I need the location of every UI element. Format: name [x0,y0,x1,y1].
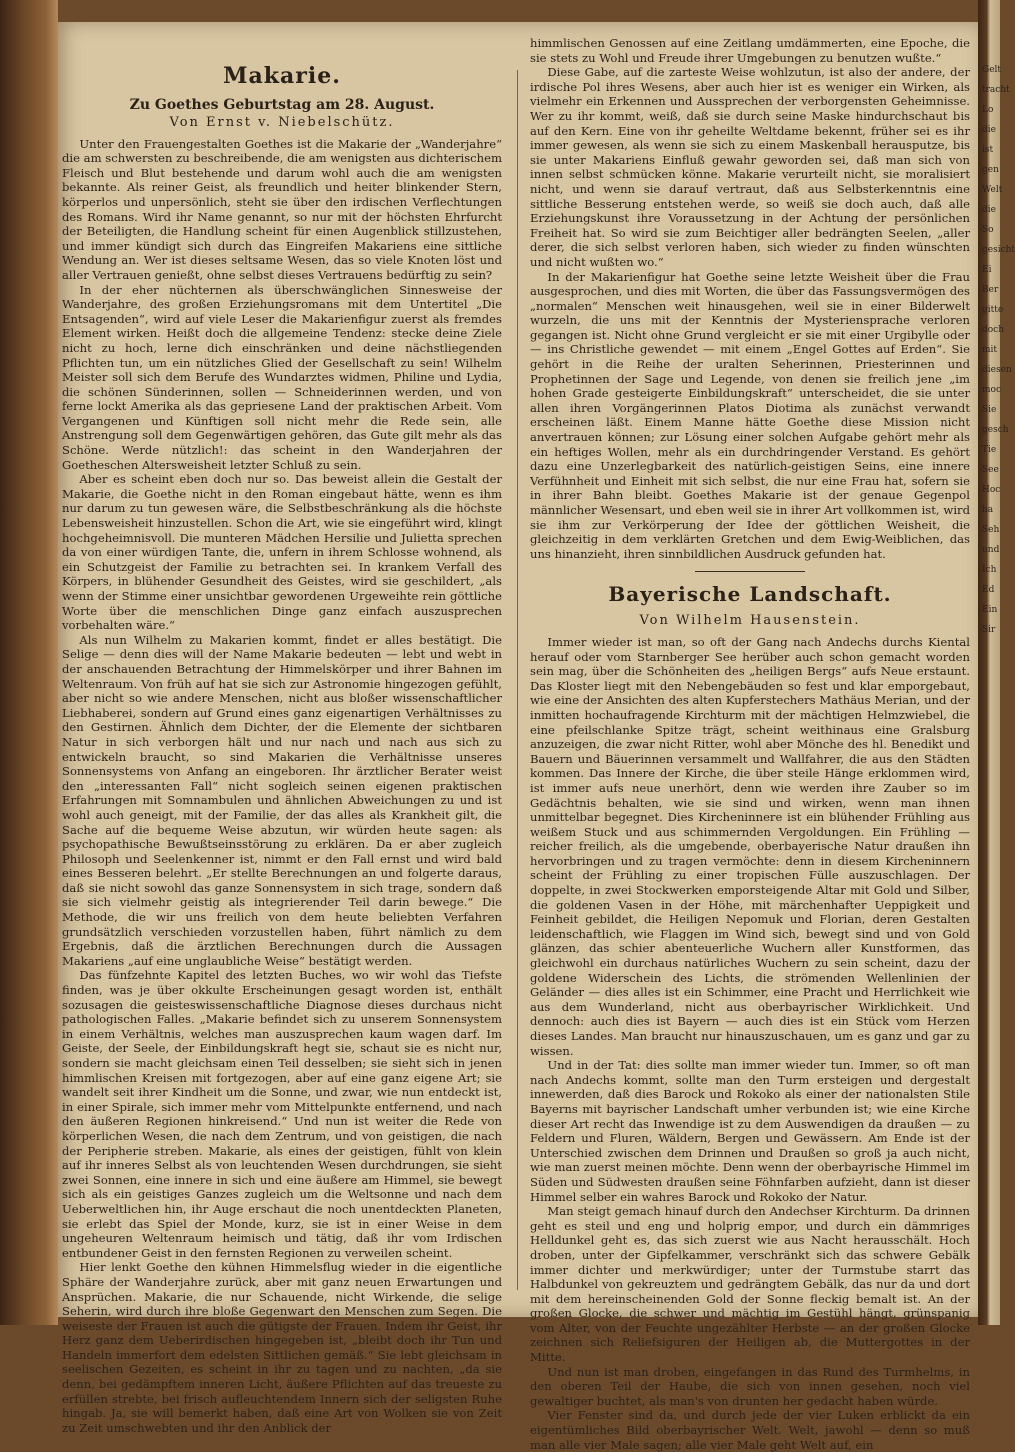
paragraph: Immer wieder ist man, so oft der Gang nach Andechs durchs Kiental herauf oder vom Starnberger See herüber auch schon gemacht worden sein mag, über die Schönheiten des „heiligen Bergs“ aufs Neue erstaunt. Das Kloster liegt mit den Nebengebäuden so fest und klar emporgebaut, wie eine der Ansichten des alten Kupferstechers Mathäus Merian, und der inmitten hochaufragende Kirchturm mit der mächtigen Helmzwiebel, die eine pfeilschlanke Spitze trägt, scheint weithinaus eine Gralsburg anzuzeigen, die zwar nicht Ritter, wohl aber Mönche des hl. Benedikt und Bauern und Bäuerinnen versammelt und Wallfahrer, die aus den Städten kommen. Das Innere der Kirche, die über steile Hänge erklommen wird, ist immer aufs neue unerhört, denn wie werden ihre Zauber so im Gedächtnis behalten, wie sie sind und wirken, wenn man ihnen unmittelbar begegnet. Dies Kircheninnere ist ein blühender Frühling aus weißem Stuck und aus schimmernden Vergoldungen. Ein Frühling — reicher freilich, als die umgebende, oberbayerische Natur draußen ihn hervorbringen und zu tragen vermöchte: denn in diesem Kircheninnern scheint der Frühling zu einer tropischen Fülle auszuschlagen. Der doppelte, in zwei Stockwerken emporsteigende Altar mit Gold und Silber, die goldenen Vasen in der Höhe, mit märchenhafter Ueppigkeit und Feinheit gebildet, die Heiligen Nepomuk und Florian, deren Gestalten leidenschaftlich, wie Flaggen im Wind sich, bewegt sind und von Gold glänzen, das schier abenteuerliche Wuchern aller Kunstformen, das gleichwohl ein durchaus natürliches Wuchern zu sein scheint, dazu der goldene Widerschein des Lichts, die strömenden Wellenlinien der Geländer — dies alles ist ein Schimmer, eine Pracht und Herrlichkeit wie aus dem Wunderland, nicht aus oberbayrischer Wirklichkeit. Und dennoch: auch dies ist Bayern — auch dies ist ein Stück vom Herzen dieses Landes. Man braucht nur hinauszuschauen, um es ganz und gar zu wissen. [530,634,970,1058]
column-rule [517,70,518,1290]
paragraph: Hier lenkt Goethe den kühnen Himmelsflug wieder in die eigentliche Sphäre der Wanderjahre zurück, aber mit ganz neuen Erwartungen und Ansprüchen. Makarie, die nur Schauende, nicht Wirkende, die selige Seherin, wird durch ihre bloße Gegenwart den Menschen zum Segen. Die weiseste der Frauen ist auch die gütigste der Frauen. Indem ihr Geist, ihr Herz ganz dem Ueberirdischen hingegeben ist, „bleibt doch ihr Tun und Handeln immerfort dem edelsten Sittlichen gemäß.“ Sie lebt gleichsam in seelischen Gezeiten, es scheint in ihr zu tagen und zu nachten, „da sie denn, bei gedämpftem inneren Licht, äußere Pflichten auf das treueste zu erfüllen strebte, bei frisch aufleuchtendem Innern sich der seligsten Ruhe hingab. Ja, sie will bemerkt haben, daß eine Art von Wolken sie von Zeit zu Zeit umschwebten und ihr den Anblick der [62,1260,502,1435]
next-page-fragment: Ber [982,285,999,295]
next-page-fragment: ha [982,505,994,515]
next-page-fragment: Tie [982,445,997,455]
paragraph: Diese Gabe, auf die zarteste Weise wohlzutun, ist also der andere, der irdische Pol ihres Wesens, aber auch hier ist es weniger ein Wirken, als vielmehr ein Erkennen und Aussprechen der verborgensten Geheimnisse. Wer zu ihr kommt, weiß, daß sie durch seine Maske hindurchschaut bis auf den Kern. Eine von ihr geheilte Weltdame bekennt, früher sei es ihr immer gewesen, als wenn sie sich zu einem Maskenball herausputze, bis sie unter Makariens Einfluß gewahr geworden sei, daß man sich von innen selbst schmücken könne. Makarie verurteilt nicht, sie moralisiert nicht, und wenn sie darauf vertraut, daß aus Selbsterkenntnis eine sittliche Besserung entstehen werde, so weiß sie doch auch, daß alle Erziehungskunst ihre Voraussetzung in der Achtung der persönlichen Freiheit hat. So wird sie zum Beichtiger aller bedrängten Seelen, „aller derer, die sich selbst verloren haben, sich wieder zu finden wünschten und nicht wußten wo.“ [530,65,970,269]
paragraph: Das fünfzehnte Kapitel des letzten Buches, wo wir wohl das Tiefste finden, was je über okkulte Erscheinungen gesagt worden ist, enthält sozusagen die geisteswissenschaftliche Diagnose dieses durchaus nicht pathologischen Falles. „Makarie befindet sich zu unserem Sonnensystem in einem Verhältnis, welches man auszusprechen kaum wagen darf. Im Geiste, der Seele, der Einbildungskraft hegt sie, schaut sie es nicht nur, sondern sie macht gleichsam einen Teil desselben; sie sieht sich in jenen himmlischen Kreisen mit fortgezogen, aber auf eine ganz eigene Art; sie wandelt seit ihrer Kindheit um die Sonne, und zwar, wie nun entdeckt ist, in einer Spirale, sich immer mehr vom Mittelpunkte entfernend, und nach den äußeren Regionen hinkreisend.“ Und nun ist weiter die Rede von körperlichen Wesen, die nach dem Zentrum, und von geistigen, die nach der Peripherie streben. Makarie, als eines der geistigen, fühlt von klein auf ihr inneres Selbst als von leuchtenden Wesen durchdrungen, sie sieht zwei Sonnen, eine innere in sich und eine äußere am Himmel, sie bewegt sich als ein geistiges Ganzes zugleich um die Weltsonne und nach dem Ueberweltlichen hin, ihr Auge erschaut die noch unentdeckten Planeten, sie erlebt das Spiel der Monde, kurz, sie ist in einer Weise in dem ungeheuren Weltenraum heimisch und tätig, daß ihr vom Irdischen entbundener Geist in den fernsten Regionen zu verweilen scheint. [62,968,502,1260]
article-divider [695,571,805,572]
next-page-fragment: mit [982,345,998,355]
next-page-fragment: ist [982,145,994,155]
paragraph: In der eher nüchternen als überschwänglichen Sinnesweise der Wanderjahre, des großen Erziehungsromans mit dem Untertitel „Die Entsagenden“, wird auf viele Leser die Makarienfigur zuerst als fremdes Element wirken. Heißt doch die allgemeine Tendenz: stecke deine Ziele nicht zu hoch, lerne dich einschränken und deine nächstliegenden Pflichten tun, um ein nützliches Glied der Gesellschaft zu sein! Wilhelm Meister soll sich dem Berufe des Wundarztes widmen, Philine und Lydia, die schönen Sünderinnen, sollen — Schneiderinnen werden, und von ferne lockt Amerika als das gepriesene Land der praktischen Arbeit. Vom Vergangenen und Künftigen soll nicht mehr die Rede sein, alle Anstrengung soll dem Gegenwärtigen gehören, das Gute gilt mehr als das Schöne. Werde nützlich!: das scheint in den Wanderjahren der Goetheschen Altersweisheit letzter Schluß zu sein. [62,282,502,472]
next-page-fragment: Lo [982,105,994,115]
next-page-fragment: gesch [982,425,1009,435]
next-page-fragment: Gelt [982,65,1002,75]
book-binding [0,0,58,1325]
article-title-landschaft: Bayerische Landschaft. [608,582,892,607]
article-byline: Von Ernst v. Niebelschütz. [169,115,395,130]
next-page-fragment: Ed [982,585,995,595]
next-page-fragment: und [982,545,1000,555]
paragraph: Man steigt gemach hinauf durch den Andechser Kirchturm. Da drinnen geht es steil und eng und holprig empor, und durch ein dämmriges Helldunkel geht es, das sich zuerst wie aus Nacht herausschält. Hoch droben, unter der Gipfelkammer, verschränkt sich das schwere Gebälk immer dichter und merkwürdiger; unter der Turmstube starrt das Halbdunkel von gekreuztem und gedrängtem Gebälk, das nur da und dort mit dem hereinscheinenden Gold der Sonne fleckig bemalt ist. An der großen Glocke, die schwer und mächtig im Gestühl hängt, grünspanig vom Alter, von der Feuchte ungezählter Herbste — an der großen Glocke zeichnen sich Reliefsiguren der Heiligen ab, die Muttergottes in der Mitte. [530,1204,970,1365]
next-page-fragments [982,60,1015,640]
paragraph: Und nun ist man droben, eingefangen in das Rund des Turmhelms, in den oberen Teil der Haube, die sich von innen gesehen, noch viel gewaltiger buchtet, als man's von drunten her gedacht haben würde. [530,1364,970,1408]
next-page-fragment: moc [982,385,1001,395]
next-page-fragment: Ich [982,565,997,575]
column-right [530,36,970,1452]
next-page-fragment: Ein [982,605,998,615]
paragraph: Vier Fenster sind da, und durch jede der vier Luken erblickt da ein eigentümliches Bild oberbayrischer Welt. Welt, jawohl — denn so muß man alle vier Male sagen; alle vier Male geht Welt auf, ein [530,1408,970,1452]
next-page-fragment: So [982,225,994,235]
column-left [62,40,503,1435]
next-page-fragment: gitte [982,305,1004,315]
paragraph: Aber es scheint eben doch nur so. Das beweist allein die Gestalt der Makarie, die Goethe nicht in den Roman eingebaut hätte, wenn es ihm nur darum zu tun gewesen wäre, die Selbstbeschränkung als die höchste Lebensweisheit hinzustellen. Schon die Art, wie sie eingeführt wird, klingt hochgeheimnisvoll. Die munteren Mädchen Hersilie und Julietta sprechen da von einer würdigen Tante, die, unfern in ihrem Schlosse wohnend, als ein Schutzgeist der Familie zu betrachten sei. In krankem Verfall des Körpers, in blühender Gesundheit des Geistes, wird sie geschildert, „als wenn der Stimme einer unsichtbar gewordenen Urgeweihte rein göttliche Worte über die menschlichen Dinge ganz einfach auszusprechen vorbehalten wäre.“ [62,472,502,633]
paragraph: himmlischen Genossen auf eine Zeitlang umdämmerten, eine Epoche, die sie stets zu Wohl und Freude ihrer Umgebungen zu benutzen wußte.“ [530,36,970,65]
next-page-fragment: gesicht [982,245,1015,255]
paragraph: In der Makarienfigur hat Goethe seine letzte Weisheit über die Frau ausgesprochen, und dies mit Worten, die über das Fassungsvermögen des „normalen“ Menschen weit hinausgehen, weil sie in einer Bilderwelt wurzeln, die uns mit der Kenntnis der Mysteriensprache verloren gegangen ist. Nicht ohne Grund vergleicht er sie mit einer Urgibylle oder — ins Christliche gewendet — mit einem „Engel Gottes auf Erden“. Sie gehört in die Reihe der uralten Seherinnen, Priesterinnen und Prophetinnen der Sage und Legende, von denen sie freilich jene „im hohen Grade gesteigerte Einbildungskraft“ unterscheidet, die sie unter allen ihren Vorgängerinnen Platos Diotima als zunächst verwandt erscheinen läßt. Einem Manne hätte Goethe diese Mission nicht anvertrauen können; zur Lösung einer solchen Aufgabe gehört mehr als ein heftiges Wollen, mehr als ein durchdringender Verstand. Es gehört dazu eine Unzerlegbarkeit des natürlich-geistigen Seins, eine innere Verfühnheit und Einheit mit sich selbst, die nur eine Frau hat, sofern sie in ihrer Bahn bleibt. Goethes Makarie ist der genaue Gegenpol männlicher Wesensart, und eben weil sie in ihrer Art vollkommen ist, wird sie ihm zur Verkörperung der Idee der göttlichen Weisheit, die gleichzeitig in dem verklärten Gretchen und dem Ewig-Weiblichen, das uns hinanzieht, ihren sinnbildlichen Ausdruck gefunden hat. [530,269,970,561]
next-page-fragment: die [982,125,996,135]
article-byline: Von Wilhelm Hausenstein. [639,613,861,629]
next-page-fragment: die [982,205,996,215]
next-page-fragment: Sir [982,625,996,635]
next-page-fragment: Hoc [982,485,1001,495]
next-page-fragment: tracht [982,85,1010,95]
article-subtitle: Zu Goethes Geburtstag am 28. August. [129,97,435,113]
next-page-fragment: gen [982,165,999,175]
next-page-fragment: Welt [982,185,1003,195]
next-page-fragment: See [982,465,999,475]
article-title-makarie: Makarie. [223,63,341,89]
paragraph: Als nun Wilhelm zu Makarien kommt, findet er alles bestätigt. Die Selige — denn dies will der Name Makarie bedeuten — lebt und webt in der anschauenden Betrachtung der Himmelskörper und ihrer Bahnen im Weltenraum. Von früh auf hat sie sich zur Astronomie hingezogen gefühlt, aber nicht so wie andere Menschen, nicht aus bloßer wissenschaftlicher Liebhaberei, sondern auf Grund eines ganz eigenartigen Verhältnisses zu den Gestirnen. Ähnlich dem Dichter, der die Elemente der sichtbaren Natur in sich verborgen hält und nur nach und nach aus sich zu entwickeln braucht, so sind Makarien die Verhältnisse unseres Sonnensystems von Anfang an eingeboren. Ihr ärztlicher Berater weist den „interessanten Fall“ nicht sogleich seinen eigenen praktischen Erfahrungen mit Somnambulen und ähnlichen Abweichungen zu und ist wohl auch geneigt, mit der Familie, der das alles als Krankheit gilt, die Sache auf die bequeme Weise abzutun, wir würden heute sagen: als psychopathische Bewußtseinsstörung zu erklären. Da er aber zugleich Philosoph und Seelenkenner ist, nimmt er den Fall ernst und wird bald eines Besseren belehrt. „Er stellte Berechnungen an und folgerte daraus, daß sie nicht sowohl das ganze Sonnensystem in sich trage, sondern daß sie sich vielmehr geistig als integrierender Teil darin bewege.“ Die Methode, die wir uns freilich von dem heute beliebten Verfahren grundsätzlich verschieden vorzustellen haben, führt nämlich zu dem Ergebnis, daß die ärztlichen Berechnungen durch die Aussagen Makariens „auf eine unglaubliche Weise“ bestätigt werden. [62,632,502,968]
next-page-fragment: Seh [982,525,1000,535]
paragraph: Und in der Tat: dies sollte man immer wieder tun. Immer, so oft man nach Andechs kommt, sollte man den Turm ersteigen und dergestalt innewerden, daß dies Barock und Rokoko als einer der nationalsten Stile Bayerns mit bayrischer Landschaft umher verbunden ist; wie eine Kirche dieser Art recht das Inwendige ist zu dem Auswendigen da draußen — zu Feldern und Fluren, Wäldern, Bergen und Gewässern. Am Ende ist der Unterschied zwischen dem Drinnen und Draußen so groß ja auch nicht, wie man zuerst meinen möchte. Denn wenn der oberbayrische Himmel im Süden und Südwesten draußen seine Föhnfarben aufzieht, dann ist dieser Himmel selber ein wahres Barock und Rokoko der Natur. [530,1058,970,1204]
next-page-fragment: Sie [982,405,997,415]
next-page-fragment: diesen [982,365,1012,375]
next-page-fragment: Ei [982,265,992,275]
next-page-fragment: doch [982,325,1005,335]
paragraph: Unter den Frauengestalten Goethes ist die Makarie der „Wanderjahre“ die am schwersten zu beschreibende, die am wenigsten aus dichterischem Fleisch und Blut bestehende und darum wohl auch die am wenigsten bekannte. Als reiner Geist, als freundlich und heiter blinkender Stern, körperlos und unpersönlich, steht sie über den irdischen Verflechtungen des Romans. Wird ihr Name genannt, so nur mit der höchsten Ehrfurcht der Beteiligten, die Handlung scheint für einen Augenblick stillzustehen, und immer kündigt sich durch das Eingreifen Makariens eine sittliche Wendung an. Wer ist dieses seltsame Wesen, das so viele Knoten löst und aller Vertrauen genießt, ohne selbst dieses Vertrauens bedürftig zu sein? [62,136,503,282]
